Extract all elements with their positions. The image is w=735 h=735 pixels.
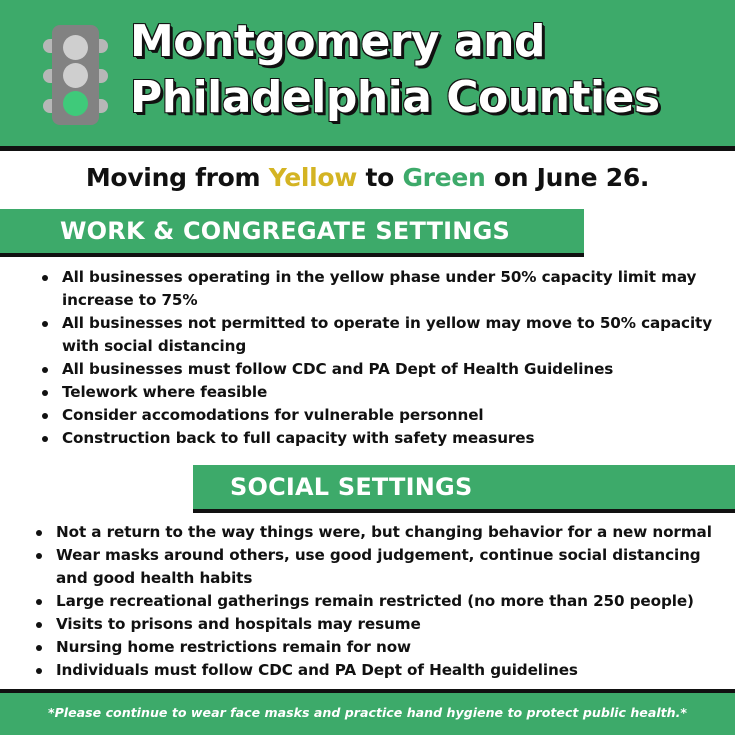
footer-divider (0, 689, 735, 693)
bullet-icon (42, 436, 48, 442)
bullet-icon (42, 390, 48, 396)
list-item-text: Individuals must follow CDC and PA Dept of Health guidelines (56, 661, 578, 679)
bullet-icon (42, 367, 48, 373)
work-band-shadow (0, 253, 584, 257)
list-item-text: All businesses operating in the yellow phase under 50% capacity limit may increase to 75% (62, 268, 697, 309)
subtitle-suffix: on June 26. (485, 163, 650, 192)
from-phase: Yellow (268, 163, 358, 192)
list-item-text: Construction back to full capacity with safety measures (62, 429, 535, 447)
list-item (32, 544, 727, 590)
green-lamp-on (63, 91, 88, 116)
bullet-icon (36, 622, 42, 628)
page-title (130, 14, 720, 126)
phase-change-subtitle (0, 160, 735, 196)
list-item-text: Wear masks around others, use good judgement, continue social distancing and good health habits (56, 546, 701, 587)
traffic-light-ear (43, 39, 52, 53)
bullet-icon (36, 668, 42, 674)
list-item (38, 427, 718, 450)
work-section-heading: WORK & CONGREGATE SETTINGS (60, 217, 510, 245)
bullet-icon (36, 530, 42, 536)
bullet-icon (36, 553, 42, 559)
list-item-text: Telework where feasible (62, 383, 268, 401)
social-section-heading: SOCIAL SETTINGS (230, 473, 473, 501)
list-item (38, 358, 718, 381)
subtitle-middle: to (357, 163, 403, 192)
list-item (38, 404, 718, 427)
list-item-text: Consider accomodations for vulnerable personnel (62, 406, 484, 424)
social-settings-list (32, 521, 727, 682)
list-item (32, 613, 727, 636)
list-item-text: Not a return to the way things were, but changing behavior for a new normal (56, 523, 712, 541)
bullet-icon (36, 645, 42, 651)
bullet-icon (36, 599, 42, 605)
list-item (32, 636, 727, 659)
bullet-icon (42, 275, 48, 281)
list-item (38, 381, 718, 404)
list-item (32, 590, 727, 613)
list-item (38, 266, 718, 312)
footer-note: *Please continue to wear face masks and practice hand hygiene to protect public health.* (47, 705, 687, 720)
traffic-light-ear (43, 99, 52, 113)
list-item-text: Large recreational gatherings remain restricted (no more than 250 people) (56, 592, 694, 610)
list-item (38, 312, 718, 358)
list-item-text: All businesses not permitted to operate in yellow may move to 50% capacity with social distancing (62, 314, 713, 355)
bullet-icon (42, 321, 48, 327)
title-line-2: Philadelphia Counties (130, 72, 660, 123)
social-band-shadow (193, 509, 735, 513)
header-divider (0, 146, 735, 151)
list-item-text: All businesses must follow CDC and PA Dept of Health Guidelines (62, 360, 614, 378)
list-item-text: Nursing home restrictions remain for now (56, 638, 411, 656)
title-line-1: Montgomery and (130, 16, 545, 67)
work-settings-list (38, 266, 718, 450)
yellow-lamp-off (63, 63, 88, 88)
traffic-light-icon (52, 25, 99, 125)
to-phase: Green (402, 163, 486, 192)
red-lamp-off (63, 35, 88, 60)
list-item-text: Visits to prisons and hospitals may resume (56, 615, 421, 633)
traffic-light-ear (43, 69, 52, 83)
list-item (32, 521, 727, 544)
bullet-icon (42, 413, 48, 419)
list-item (32, 659, 727, 682)
subtitle-prefix: Moving from (85, 163, 269, 192)
